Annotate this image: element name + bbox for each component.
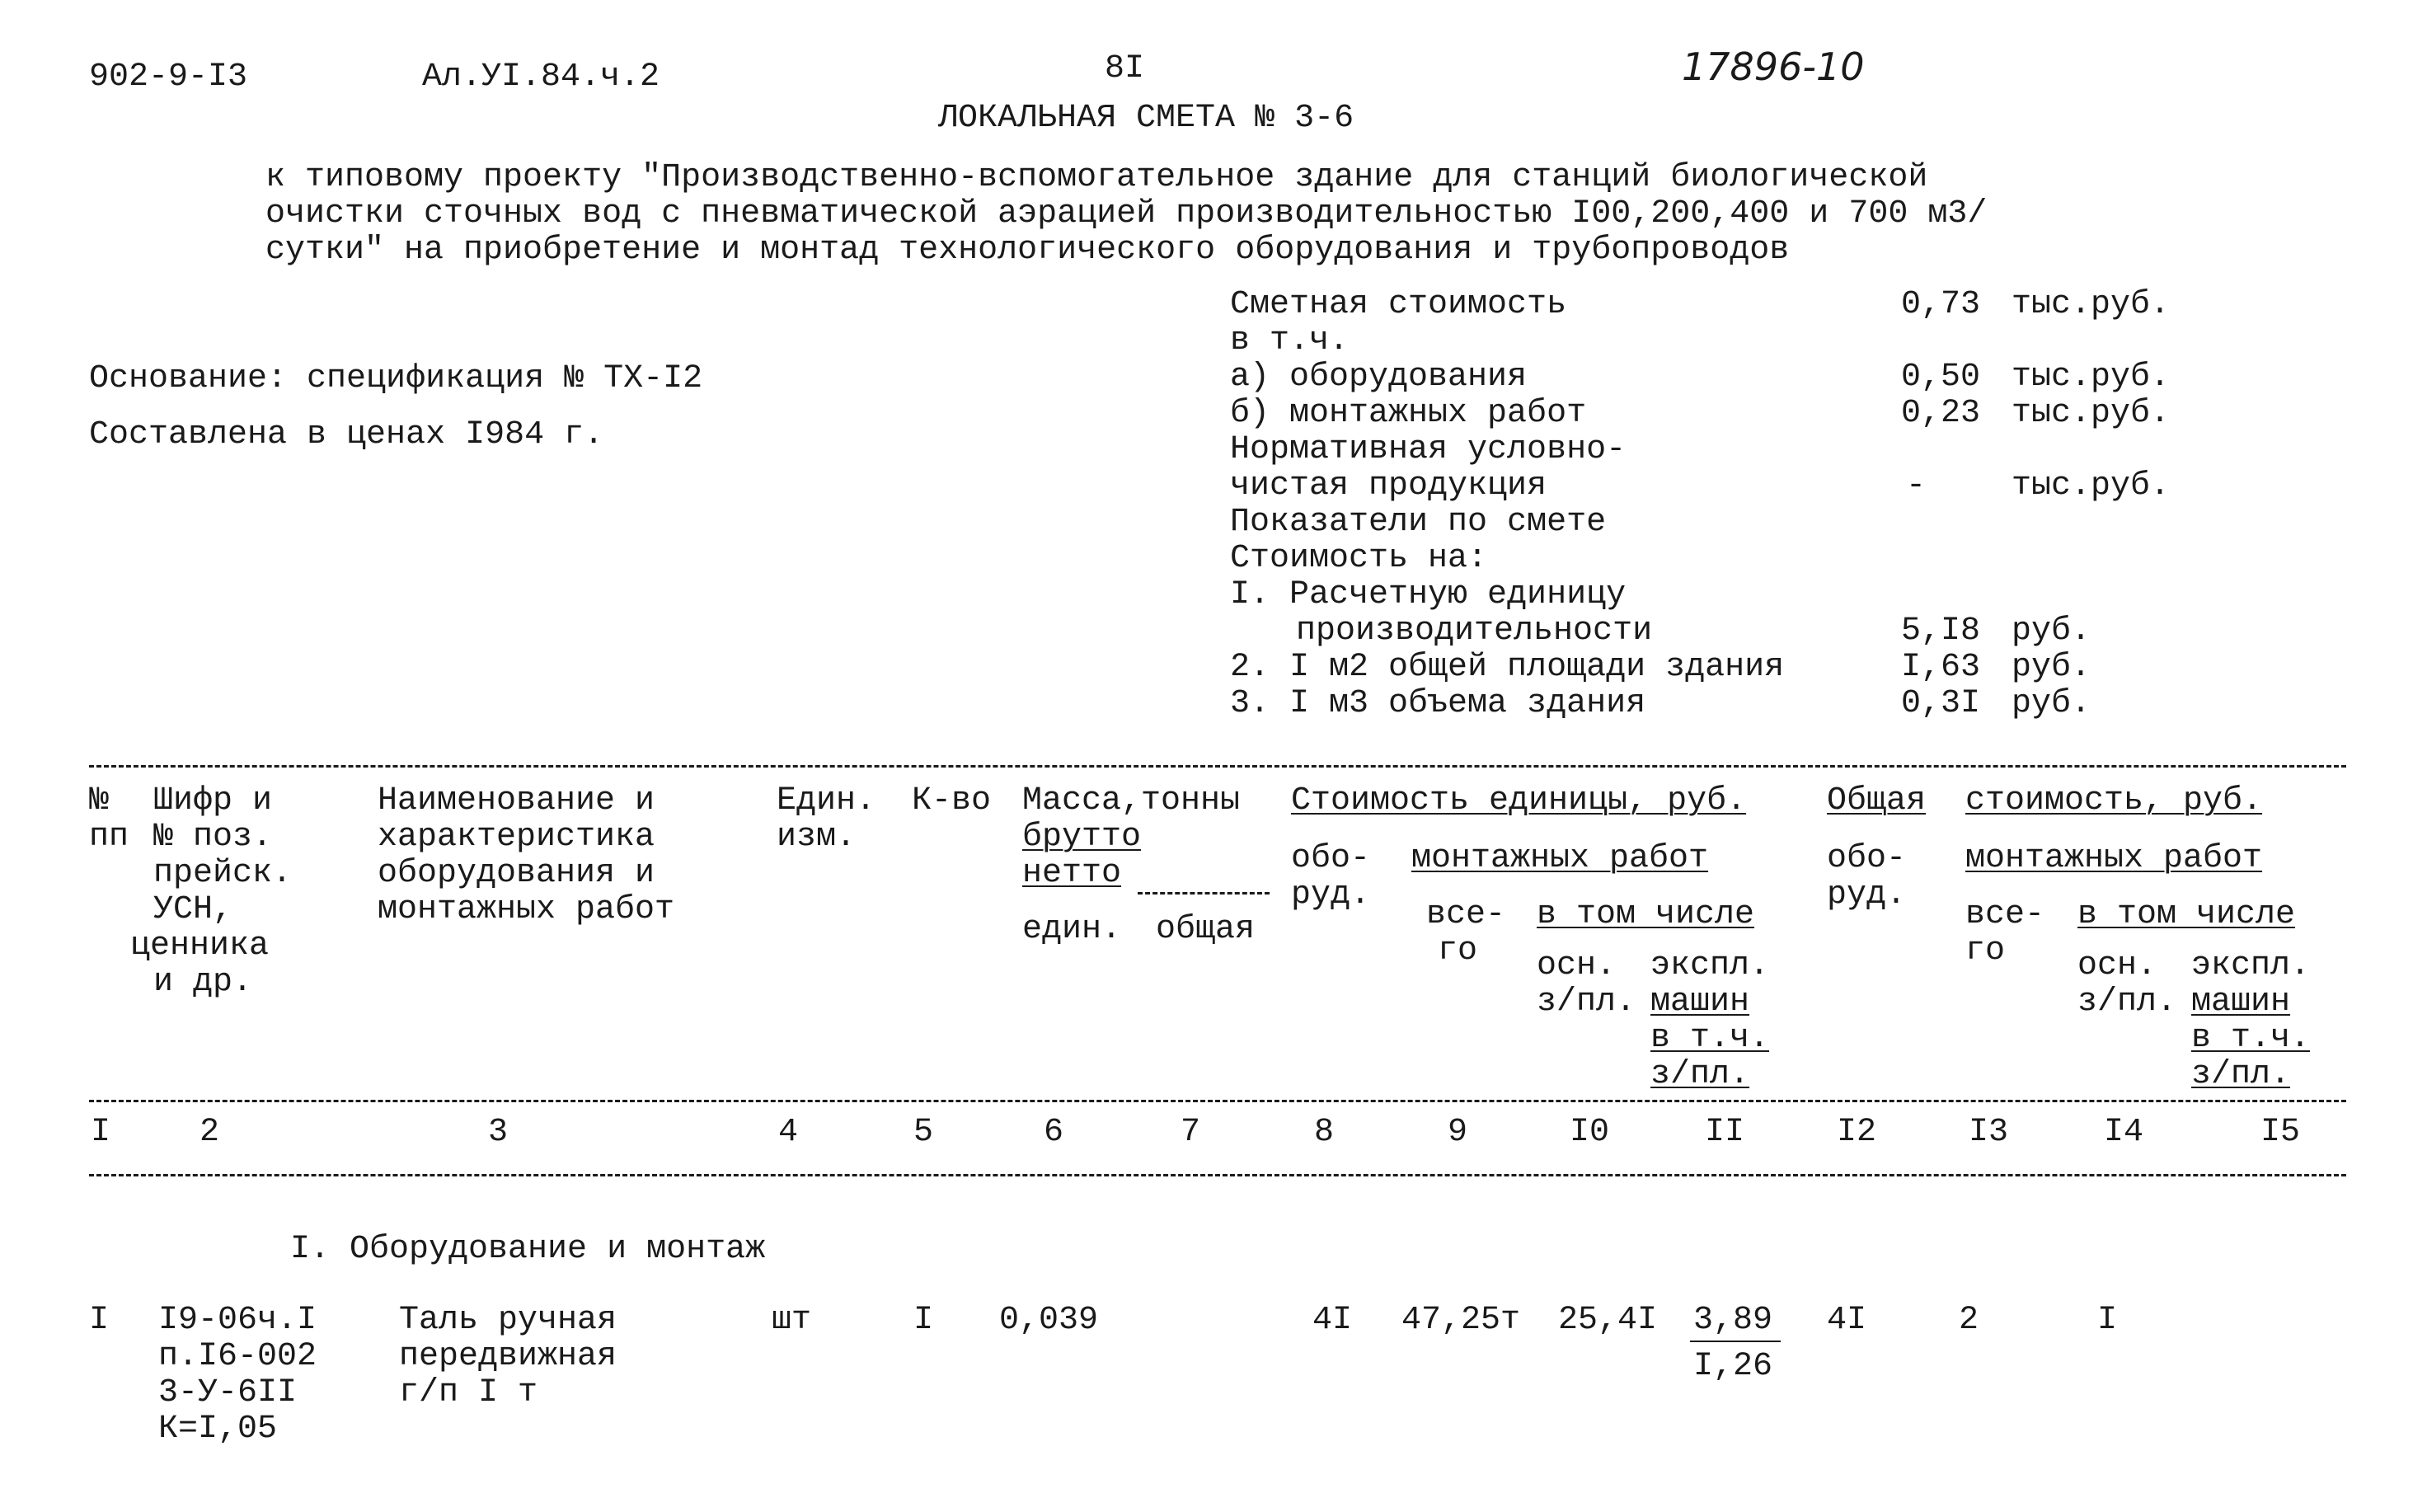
row-total-install: 2 xyxy=(1959,1302,1979,1339)
row-equipment-cost: 4I xyxy=(1312,1302,1353,1339)
incl-label: в т.ч. xyxy=(1230,322,1350,359)
normative-label-2: чистая продукция xyxy=(1230,467,1547,505)
col12-header-c: руд. xyxy=(1827,876,1907,913)
row-code-line-4: К=I,05 xyxy=(158,1411,278,1448)
prices-line: Составлена в ценах I984 г. xyxy=(89,416,604,453)
unit-cost-header: Стоимость единицы, руб. xyxy=(1291,782,1747,819)
col4-header-a: Един. xyxy=(777,782,876,819)
fraction-line xyxy=(1690,1341,1781,1342)
row-mass-unit: 0,039 xyxy=(999,1302,1099,1339)
row-name-line-2: передвижная xyxy=(399,1338,617,1375)
col-number-7: 7 xyxy=(1181,1114,1201,1151)
col3-header-c: оборудования и xyxy=(378,855,655,892)
row-base-wage: 25,4I xyxy=(1558,1302,1658,1339)
col-number-10: I0 xyxy=(1570,1114,1610,1151)
col10-header-a: осн. xyxy=(1537,947,1617,984)
total-cost-header: стоимость, руб. xyxy=(1965,782,2263,819)
col12-header-b: обо- xyxy=(1827,840,1907,877)
unit-thous-rub: тыс.руб. xyxy=(2012,467,2171,505)
col11-header-c: в т.ч. xyxy=(1650,1020,1770,1057)
col15-header-c: в т.ч. xyxy=(2191,1020,2311,1057)
item3-value: 0,3I xyxy=(1901,685,1981,722)
col3-header-b: характеристика xyxy=(378,819,655,856)
basis-line: Основание: спецификация № ТХ-I2 xyxy=(89,360,703,397)
subtitle-line-2: очистки сточных вод с пневматической аэрацией производительностью I00,200,400 и 700 м3/ xyxy=(265,195,1988,232)
install-works-header-2: монтажных работ xyxy=(1965,840,2263,877)
col9-header-a: все- xyxy=(1426,896,1506,933)
row-name-line-3: г/п I т xyxy=(399,1374,538,1411)
numbers-bottom-rule xyxy=(89,1174,2346,1176)
installation-value: 0,23 xyxy=(1901,395,1981,432)
col2-header-a: Шифр и xyxy=(153,782,273,819)
col3-header-d: монтажных работ xyxy=(378,891,675,928)
col15-header-b: машин xyxy=(2191,984,2291,1021)
unit-rub: руб. xyxy=(2012,649,2091,686)
col9-header-b: го xyxy=(1438,932,1478,970)
col15-header-a: экспл. xyxy=(2191,947,2311,984)
col5-header: К-во xyxy=(912,782,992,819)
col6-gross: брутто xyxy=(1022,819,1142,856)
row-code-line-3: 3-У-6II xyxy=(158,1374,298,1411)
normative-value: - xyxy=(1906,467,1927,505)
row-number: I xyxy=(89,1302,110,1339)
col13-header-a: все- xyxy=(1965,896,2045,933)
incl-header-2: в том числе xyxy=(2077,896,2296,933)
row-unit: шт xyxy=(772,1302,812,1339)
col10-header-b: з/пл. xyxy=(1537,984,1636,1021)
estimated-cost-label: Сметная стоимость xyxy=(1230,286,1567,323)
col1-header-b: пп xyxy=(89,819,129,856)
row-code-line-2: п.I6-002 xyxy=(158,1338,317,1375)
col-number-8: 8 xyxy=(1314,1114,1335,1151)
col1-header-a: № xyxy=(89,782,110,819)
col-number-4: 4 xyxy=(778,1114,799,1151)
col11-header-b: машин xyxy=(1650,984,1750,1021)
col6-header: Масса,тонны xyxy=(1022,782,1241,819)
unit-rub: руб. xyxy=(2012,685,2091,722)
section-title: I. Оборудование и монтаж xyxy=(290,1231,766,1268)
col2-header-f: и др. xyxy=(153,964,253,1001)
col-number-2: 2 xyxy=(200,1114,220,1151)
col-number-9: 9 xyxy=(1448,1114,1468,1151)
col-number-1: I xyxy=(91,1114,111,1151)
installation-label: б) монтажных работ xyxy=(1230,395,1587,432)
col-number-13: I3 xyxy=(1969,1114,2009,1151)
col11-header-a: экспл. xyxy=(1650,947,1770,984)
row-machines-cost: 3,89 xyxy=(1693,1302,1773,1339)
col14-header-b: з/пл. xyxy=(2077,984,2177,1021)
col8-header-b: руд. xyxy=(1291,876,1371,913)
col6-unit-header: един. xyxy=(1022,911,1122,948)
row-machines-wage: I,26 xyxy=(1693,1348,1773,1385)
col3-header-a: Наименование и xyxy=(378,782,655,819)
table-top-rule xyxy=(89,765,2346,768)
item3-label: 3. I м3 объема здания xyxy=(1230,685,1646,722)
col-number-6: 6 xyxy=(1044,1114,1064,1151)
col13-header-b: го xyxy=(1965,932,2006,970)
cost-for-label: Стоимость на: xyxy=(1230,540,1488,577)
col6-net: нетто xyxy=(1022,855,1122,892)
row-name-line-1: Таль ручная xyxy=(399,1302,617,1339)
unit-thous-rub: тыс.руб. xyxy=(2012,395,2171,432)
estimated-cost-value: 0,73 xyxy=(1901,286,1981,323)
col7-total-header: общая xyxy=(1156,911,1256,948)
col2-header-b: № поз. xyxy=(153,819,273,856)
col2-header-d: УСН, xyxy=(153,891,233,928)
document-title: ЛОКАЛЬНАЯ СМЕТА № 3-6 xyxy=(938,100,1354,137)
col12-header-a: Общая xyxy=(1827,782,1927,819)
col8-header-a: обо- xyxy=(1291,840,1371,877)
mass-divider xyxy=(1138,892,1270,895)
row-quantity: I xyxy=(913,1302,934,1339)
row-total-base-wage: I xyxy=(2097,1302,2118,1339)
col4-header-b: изм. xyxy=(777,819,857,856)
unit-thous-rub: тыс.руб. xyxy=(2012,359,2171,396)
item1-label-b: производительности xyxy=(1296,613,1653,650)
equipment-value: 0,50 xyxy=(1901,359,1981,396)
item1-label-a: I. Расчетную единицу xyxy=(1230,576,1627,613)
col14-header-a: осн. xyxy=(2077,947,2157,984)
equipment-label: а) оборудования xyxy=(1230,359,1528,396)
unit-rub: руб. xyxy=(2012,613,2091,650)
album-ref: Ал.УI.84.ч.2 xyxy=(422,59,660,96)
incl-header: в том числе xyxy=(1537,896,1755,933)
page-number: 8I xyxy=(1105,50,1145,87)
install-works-header: монтажных работ xyxy=(1411,840,1709,877)
header-bottom-rule xyxy=(89,1100,2346,1102)
col-number-5: 5 xyxy=(913,1114,934,1151)
project-code: 902-9-I3 xyxy=(89,59,248,96)
item1-value: 5,I8 xyxy=(1901,613,1981,650)
row-code-line-1: I9-06ч.I xyxy=(158,1302,317,1339)
handwritten-stamp-number: 17896-10 xyxy=(1682,45,1865,89)
item2-label: 2. I м2 общей площади здания xyxy=(1230,649,1785,686)
col-number-3: 3 xyxy=(488,1114,509,1151)
row-total-equipment: 4I xyxy=(1827,1302,1867,1339)
col-number-15: I5 xyxy=(2260,1114,2301,1151)
col-number-11: II xyxy=(1705,1114,1745,1151)
col-number-14: I4 xyxy=(2104,1114,2144,1151)
subtitle-line-1: к типовому проекту "Производственно-вспомогательное здание для станций биологической xyxy=(265,159,1928,196)
item2-value: I,63 xyxy=(1901,649,1981,686)
unit-thous-rub: тыс.руб. xyxy=(2012,286,2171,323)
col15-header-d: з/пл. xyxy=(2191,1056,2291,1093)
subtitle-line-3: сутки" на приобретение и монтад технологического оборудования и трубопроводов xyxy=(265,232,1790,269)
normative-label-1: Нормативная условно- xyxy=(1230,431,1627,468)
col2-header-c: прейск. xyxy=(153,855,293,892)
col2-header-e: ценника xyxy=(130,927,270,965)
col11-header-d: з/пл. xyxy=(1650,1056,1750,1093)
indicators-label: Показатели по смете xyxy=(1230,504,1607,541)
row-install-total: 47,25т xyxy=(1401,1302,1521,1339)
col-number-12: I2 xyxy=(1837,1114,1877,1151)
